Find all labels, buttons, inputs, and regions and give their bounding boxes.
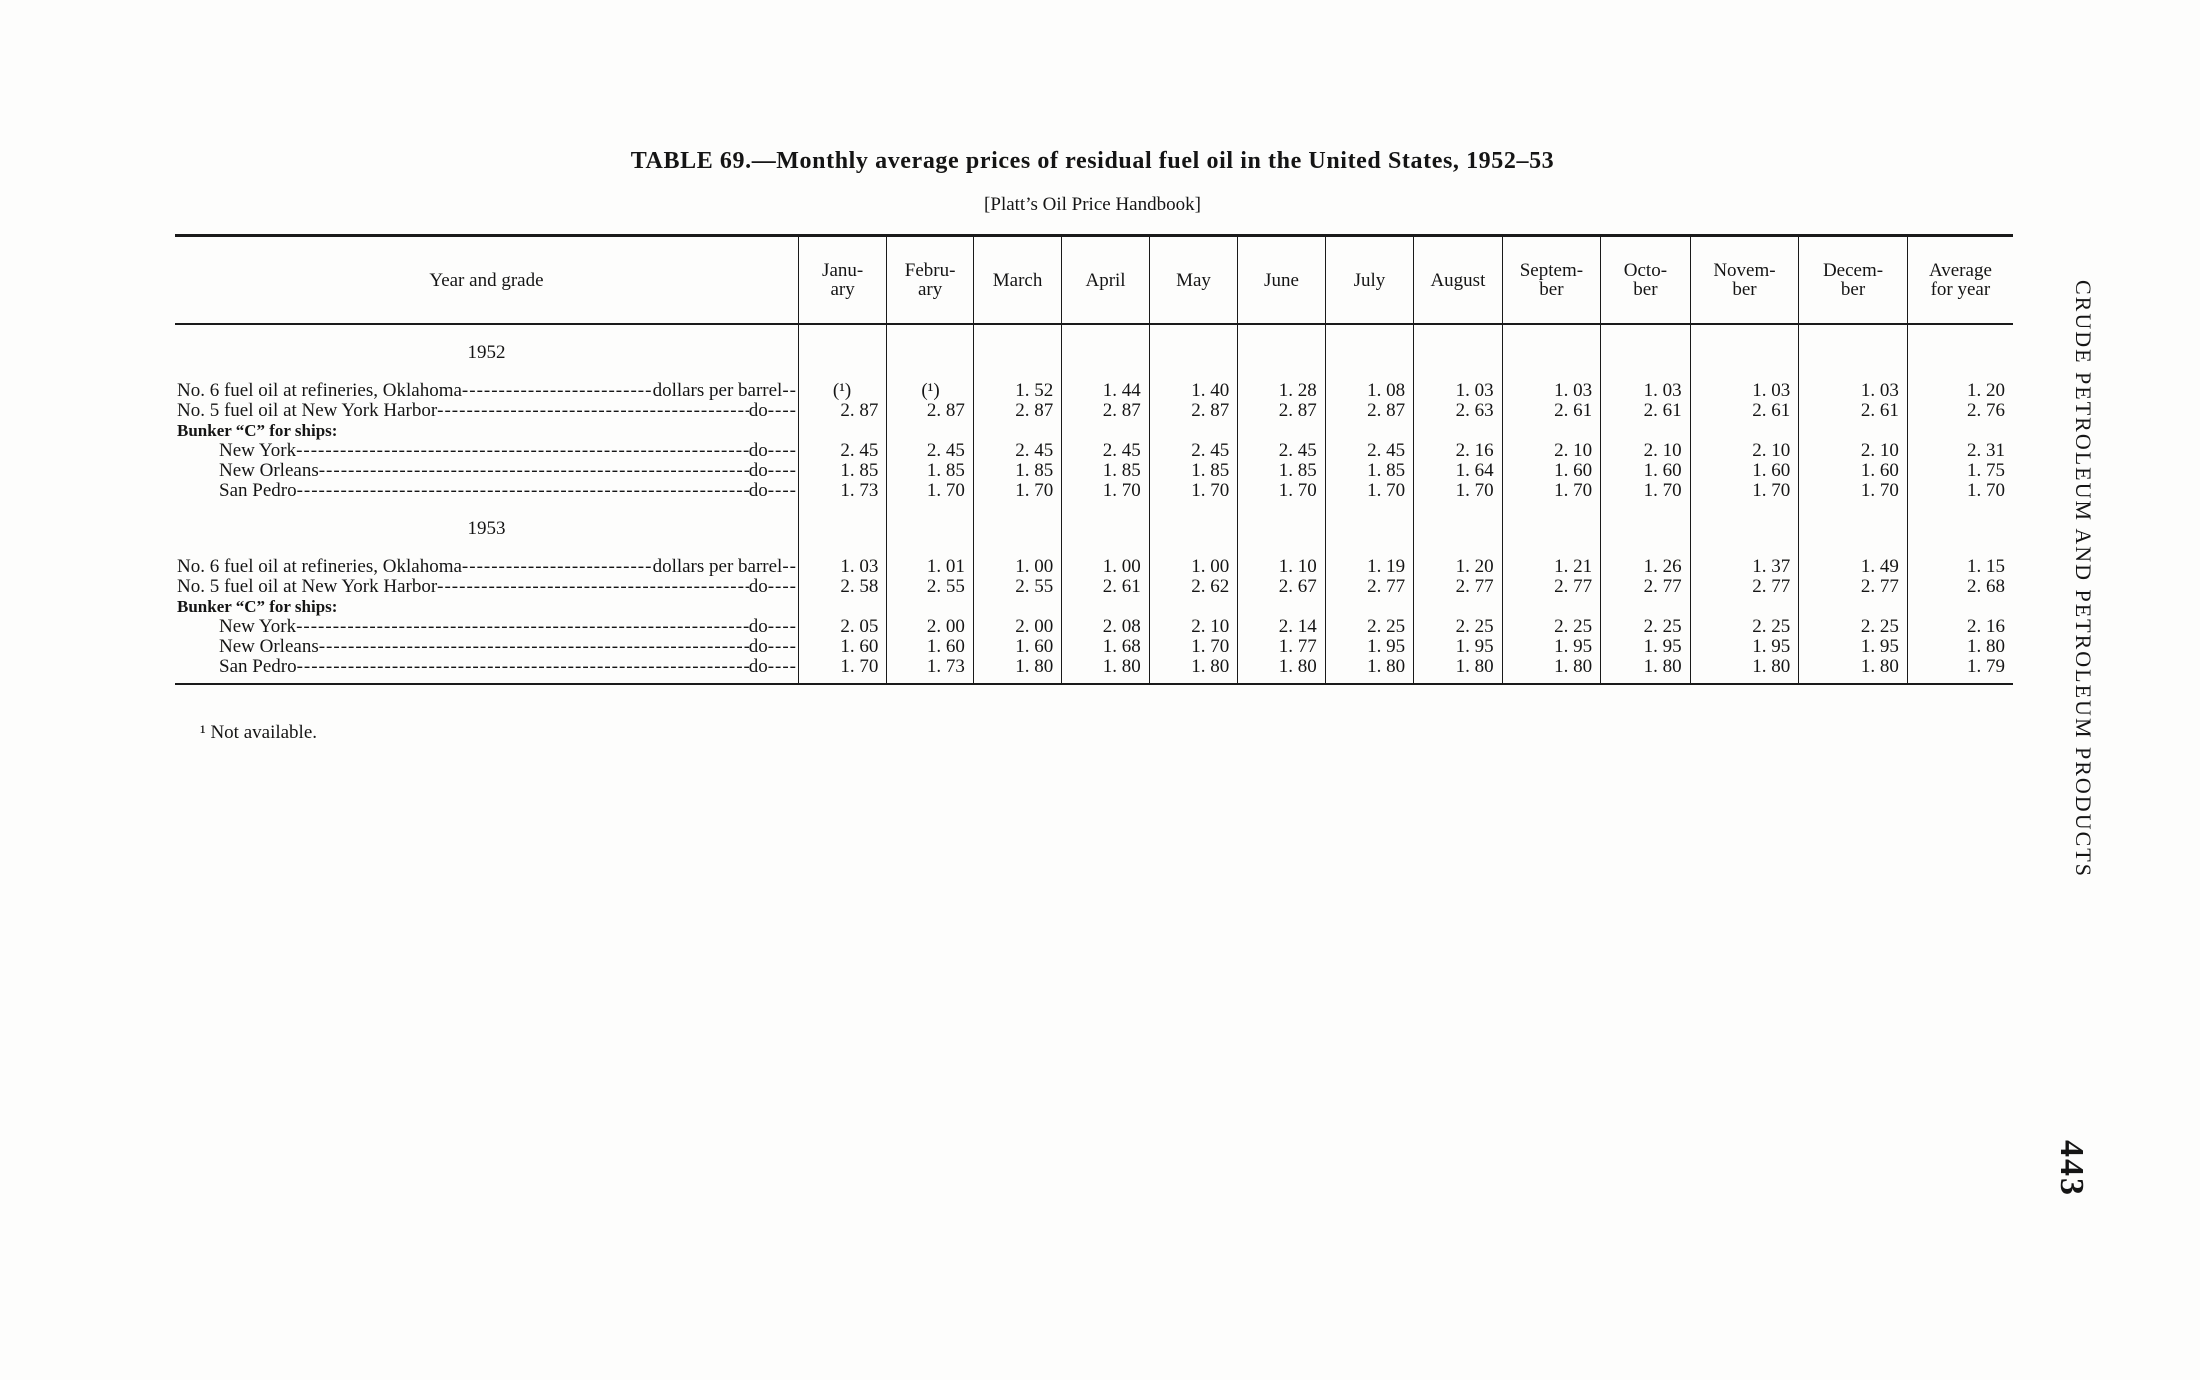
price-cell: [1062, 421, 1149, 441]
price-cell: 2. 25: [1690, 617, 1799, 637]
year-heading-row: [175, 501, 2013, 557]
dot-leader: [437, 401, 749, 421]
price-cell: 1. 79: [1907, 657, 2013, 684]
price-cell: 1. 73: [798, 481, 886, 501]
price-cell: 2. 67: [1238, 577, 1325, 597]
price-cell: 1. 77: [1238, 637, 1325, 657]
column-header: Janu- ary: [798, 236, 886, 325]
price-cell: 2. 77: [1601, 577, 1690, 597]
table-cell: [1690, 324, 1799, 381]
price-cell: [973, 421, 1061, 441]
table-cell: [1062, 501, 1149, 557]
price-cell: 1. 70: [1325, 481, 1413, 501]
price-cell: 1. 70: [798, 657, 886, 684]
price-cell: 1. 60: [1502, 461, 1601, 481]
unit-suffix: do: [748, 401, 768, 421]
price-cell: 2. 25: [1414, 617, 1502, 637]
table-cell: [1799, 501, 1908, 557]
price-cell: 2. 31: [1907, 441, 2013, 461]
price-cell: [1325, 597, 1413, 617]
table-cell: [887, 324, 973, 381]
row-label-cell: [175, 381, 798, 401]
table-cell: [1799, 324, 1908, 381]
price-cell: 1. 80: [1414, 657, 1502, 684]
unit-suffix-wrap: [749, 441, 797, 461]
price-cell: 1. 70: [1414, 481, 1502, 501]
unit-suffix: do: [748, 637, 768, 657]
price-cell: 2. 77: [1799, 577, 1908, 597]
price-cell: 1. 00: [973, 557, 1061, 577]
price-cell: 1. 40: [1149, 381, 1237, 401]
price-cell: 1. 70: [1799, 481, 1908, 501]
dot-leader: [296, 441, 749, 461]
page-number: 443: [2053, 1140, 2090, 1197]
table-title: TABLE 69.—Monthly average prices of residual fuel oil in the United States, 1952–53: [630, 148, 1555, 174]
table-cell: [973, 501, 1061, 557]
row-label-text: No. 5 fuel oil at New York Harbor: [177, 401, 438, 421]
price-cell: 2. 61: [1690, 401, 1799, 421]
price-cell: 2. 14: [1238, 617, 1325, 637]
table-cell: [1502, 324, 1601, 381]
table-source: [Platt’s Oil Price Handbook]: [984, 194, 1201, 215]
price-cell: 1. 85: [798, 461, 886, 481]
price-cell: 1. 75: [1907, 461, 2013, 481]
row-label: [177, 657, 797, 677]
row-label-cell: [175, 657, 798, 684]
column-header: Septem- ber: [1502, 236, 1601, 325]
column-header: May: [1149, 236, 1237, 325]
table-row: [175, 557, 2013, 577]
price-cell: 2. 87: [973, 401, 1061, 421]
table-cell: [1690, 501, 1799, 557]
row-label-cell: [175, 441, 798, 461]
price-cell: 1. 03: [1414, 381, 1502, 401]
price-cell: [1799, 421, 1908, 441]
column-header: Febru- ary: [887, 236, 973, 325]
unit-suffix: dollars per barrel: [652, 381, 783, 401]
table-row: [175, 441, 2013, 461]
unit-suffix: do: [748, 577, 768, 597]
row-label-text: New Orleans: [219, 461, 319, 481]
dot-leader: [296, 617, 749, 637]
price-table: [175, 234, 2013, 685]
price-cell: 1. 80: [1502, 657, 1601, 684]
row-label-text: No. 6 fuel oil at refineries, Oklahoma: [177, 557, 462, 577]
price-cell: [1690, 597, 1799, 617]
unit-suffix-wrap: [653, 557, 797, 577]
price-cell: 1. 95: [1799, 637, 1908, 657]
price-cell: [1062, 597, 1149, 617]
row-label-cell: [175, 597, 798, 617]
row-label: [177, 461, 797, 481]
header-year-and-grade: Year and grade: [175, 236, 798, 325]
price-cell: [1238, 597, 1325, 617]
price-cell: 2. 10: [1601, 441, 1690, 461]
price-cell: 2. 77: [1414, 577, 1502, 597]
row-label: [177, 381, 797, 401]
table-cell: [798, 324, 886, 381]
price-cell: 2. 05: [798, 617, 886, 637]
price-cell: 1. 28: [1238, 381, 1325, 401]
column-header: April: [1062, 236, 1149, 325]
dot-leader-tail: ----: [767, 577, 797, 597]
price-cell: 1. 60: [1799, 461, 1908, 481]
row-label-text: New York: [219, 617, 297, 637]
row-label-text: New Orleans: [219, 637, 319, 657]
price-cell: 1. 19: [1325, 557, 1413, 577]
table-cell: [798, 501, 886, 557]
row-label: [177, 481, 797, 501]
price-cell: 1. 70: [1502, 481, 1601, 501]
dot-leader-tail: --: [782, 557, 797, 577]
price-cell: 1. 80: [1799, 657, 1908, 684]
price-cell: 2. 55: [973, 577, 1061, 597]
price-cell: 1. 80: [1907, 637, 2013, 657]
price-cell: [798, 597, 886, 617]
row-label-text: New York: [219, 441, 297, 461]
price-cell: [1907, 597, 2013, 617]
unit-suffix: do: [748, 481, 768, 501]
price-cell: 2. 25: [1502, 617, 1601, 637]
table-cell: [1907, 501, 2013, 557]
year-heading: 1952: [467, 342, 506, 363]
dot-leader-tail: ----: [767, 401, 797, 421]
price-cell: 1. 60: [1601, 461, 1690, 481]
table-cell: [887, 501, 973, 557]
price-cell: [1238, 421, 1325, 441]
table-body: [175, 324, 2013, 684]
running-head: CRUDE PETROLEUM AND PETROLEUM PRODUCTS: [2071, 280, 2096, 878]
price-cell: 1. 80: [1325, 657, 1413, 684]
dot-leader: [319, 461, 749, 481]
row-label-cell: [175, 481, 798, 501]
price-cell: [887, 597, 973, 617]
price-cell: 2. 10: [1149, 617, 1237, 637]
price-cell: [1149, 597, 1237, 617]
price-cell: 1. 21: [1502, 557, 1601, 577]
table-cell: [1149, 501, 1237, 557]
table-row: [175, 637, 2013, 657]
table-row: [175, 401, 2013, 421]
row-label-cell: [175, 557, 798, 577]
price-cell: 1. 08: [1325, 381, 1413, 401]
table-cell: [1414, 324, 1502, 381]
column-header: Octo- ber: [1601, 236, 1690, 325]
price-cell: 2. 25: [1325, 617, 1413, 637]
price-cell: (¹): [887, 381, 973, 401]
row-label: [177, 441, 797, 461]
price-cell: 2. 00: [887, 617, 973, 637]
category-row: [175, 421, 2013, 441]
price-cell: 1. 03: [1799, 381, 1908, 401]
price-cell: 1. 70: [1601, 481, 1690, 501]
price-cell: 2. 68: [1907, 577, 2013, 597]
price-cell: 2. 77: [1325, 577, 1413, 597]
column-header: Average for year: [1907, 236, 2013, 325]
unit-suffix: do: [748, 461, 768, 481]
row-label: [177, 401, 797, 421]
dot-leader-tail: ----: [767, 461, 797, 481]
table-cell: [973, 324, 1061, 381]
column-header: Novem- ber: [1690, 236, 1799, 325]
price-cell: 2. 10: [1502, 441, 1601, 461]
price-cell: 2. 08: [1062, 617, 1149, 637]
dot-leader: [319, 637, 749, 657]
price-cell: 2. 61: [1799, 401, 1908, 421]
price-cell: [1601, 597, 1690, 617]
dot-leader: [297, 481, 749, 501]
row-label-text: San Pedro: [219, 481, 297, 501]
price-cell: 2. 62: [1149, 577, 1237, 597]
price-cell: 1. 03: [1601, 381, 1690, 401]
table-cell: [1238, 324, 1325, 381]
row-label-cell: [175, 577, 798, 597]
table-cell: [1502, 501, 1601, 557]
column-header: March: [973, 236, 1061, 325]
price-cell: 1. 85: [1238, 461, 1325, 481]
price-cell: [1907, 421, 2013, 441]
price-cell: [1799, 597, 1908, 617]
table-row: [175, 617, 2013, 637]
dot-leader-tail: ----: [767, 481, 797, 501]
unit-suffix: dollars per barrel: [652, 557, 783, 577]
price-cell: 1. 85: [1062, 461, 1149, 481]
table-cell: [1062, 324, 1149, 381]
price-cell: [798, 421, 886, 441]
table-cell: [1149, 324, 1237, 381]
dot-leader: [297, 657, 749, 677]
price-cell: 1. 64: [1414, 461, 1502, 481]
price-cell: 1. 95: [1325, 637, 1413, 657]
price-cell: 1. 00: [1149, 557, 1237, 577]
unit-suffix: do: [748, 657, 768, 677]
price-cell: 1. 95: [1502, 637, 1601, 657]
row-label: [177, 557, 797, 577]
row-label-text: No. 5 fuel oil at New York Harbor: [177, 577, 438, 597]
column-header: June: [1238, 236, 1325, 325]
table-cell: [1325, 324, 1413, 381]
category-label: Bunker “C” for ships:: [177, 421, 338, 440]
price-cell: [887, 421, 973, 441]
table-cell: [1907, 324, 2013, 381]
price-cell: 1. 26: [1601, 557, 1690, 577]
price-cell: 2. 63: [1414, 401, 1502, 421]
table-row: [175, 461, 2013, 481]
price-cell: 2. 45: [887, 441, 973, 461]
row-label: [177, 617, 797, 637]
price-cell: 2. 16: [1414, 441, 1502, 461]
price-cell: 2. 10: [1690, 441, 1799, 461]
dot-leader-tail: ----: [767, 637, 797, 657]
price-cell: 2. 61: [1062, 577, 1149, 597]
price-cell: 1. 95: [1601, 637, 1690, 657]
price-cell: 2. 45: [798, 441, 886, 461]
row-label: [177, 577, 797, 597]
price-cell: 1. 60: [973, 637, 1061, 657]
price-cell: 1. 80: [1690, 657, 1799, 684]
table-row: [175, 381, 2013, 401]
price-cell: 1. 20: [1907, 381, 2013, 401]
price-cell: 2. 77: [1690, 577, 1799, 597]
price-cell: 2. 55: [887, 577, 973, 597]
price-cell: 1. 52: [973, 381, 1061, 401]
price-cell: 2. 45: [1062, 441, 1149, 461]
price-cell: 1. 60: [798, 637, 886, 657]
unit-suffix: do: [748, 617, 768, 637]
unit-suffix: do: [748, 441, 768, 461]
price-cell: 2. 45: [1238, 441, 1325, 461]
price-cell: 1. 03: [1502, 381, 1601, 401]
price-cell: 2. 77: [1502, 577, 1601, 597]
price-cell: 1. 10: [1238, 557, 1325, 577]
price-cell: 1. 70: [1149, 481, 1237, 501]
price-cell: 1. 95: [1690, 637, 1799, 657]
year-heading: 1953: [467, 518, 506, 539]
year-heading-row: [175, 324, 2013, 381]
price-cell: [1325, 421, 1413, 441]
price-cell: 1. 80: [1149, 657, 1237, 684]
price-cell: 1. 85: [973, 461, 1061, 481]
dot-leader: [462, 557, 653, 577]
row-label-cell: [175, 637, 798, 657]
price-cell: [1502, 597, 1601, 617]
price-cell: 2. 16: [1907, 617, 2013, 637]
unit-suffix-wrap: [749, 657, 797, 677]
table-cell: [1601, 501, 1690, 557]
row-label-cell: [175, 461, 798, 481]
price-cell: 2. 61: [1502, 401, 1601, 421]
row-label-text: San Pedro: [219, 657, 297, 677]
price-cell: [1149, 421, 1237, 441]
price-cell: 1. 80: [1601, 657, 1690, 684]
price-cell: 1. 03: [798, 557, 886, 577]
price-cell: 1. 70: [1062, 481, 1149, 501]
price-cell: 2. 61: [1601, 401, 1690, 421]
price-cell: 1. 70: [887, 481, 973, 501]
price-cell: 1. 85: [887, 461, 973, 481]
price-cell: 1. 44: [1062, 381, 1149, 401]
unit-suffix-wrap: [749, 481, 797, 501]
price-cell: 2. 58: [798, 577, 886, 597]
price-cell: 1. 70: [1238, 481, 1325, 501]
footnote: ¹ Not available.: [200, 722, 318, 743]
price-cell: 1. 70: [1149, 637, 1237, 657]
table-cell: [1414, 501, 1502, 557]
dot-leader-tail: ----: [767, 657, 797, 677]
price-cell: 2. 76: [1907, 401, 2013, 421]
row-label-cell: [175, 617, 798, 637]
price-cell: 2. 87: [1062, 401, 1149, 421]
price-cell: 1. 03: [1690, 381, 1799, 401]
price-cell: 1. 37: [1690, 557, 1799, 577]
table-cell: [1601, 324, 1690, 381]
price-cell: [1414, 421, 1502, 441]
table-row: [175, 657, 2013, 684]
table-header-row: [175, 236, 2013, 325]
column-header: August: [1414, 236, 1502, 325]
price-cell: 2. 45: [1149, 441, 1237, 461]
unit-suffix-wrap: [749, 401, 797, 421]
price-cell: 2. 00: [973, 617, 1061, 637]
price-cell: 1. 70: [973, 481, 1061, 501]
unit-suffix-wrap: [653, 381, 797, 401]
price-cell: 1. 49: [1799, 557, 1908, 577]
price-cell: 1. 20: [1414, 557, 1502, 577]
price-cell: 1. 70: [1907, 481, 2013, 501]
price-cell: [1414, 597, 1502, 617]
price-cell: 2. 87: [798, 401, 886, 421]
dot-leader-tail: ----: [767, 441, 797, 461]
table-row: [175, 481, 2013, 501]
price-cell: 2. 87: [1149, 401, 1237, 421]
price-cell: 1. 01: [887, 557, 973, 577]
row-label-cell: [175, 401, 798, 421]
price-cell: (¹): [798, 381, 886, 401]
row-label-cell: [175, 421, 798, 441]
table-cell: [1325, 501, 1413, 557]
price-cell: 2. 25: [1799, 617, 1908, 637]
dot-leader: [437, 577, 749, 597]
price-cell: 1. 60: [887, 637, 973, 657]
price-cell: 2. 45: [973, 441, 1061, 461]
column-header: Decem- ber: [1799, 236, 1908, 325]
row-label: [177, 637, 797, 657]
dot-leader: [462, 381, 653, 401]
column-header: July: [1325, 236, 1413, 325]
dot-leader-tail: ----: [767, 617, 797, 637]
price-cell: 1. 00: [1062, 557, 1149, 577]
unit-suffix-wrap: [749, 617, 797, 637]
price-cell: 2. 87: [887, 401, 973, 421]
price-cell: [973, 597, 1061, 617]
unit-suffix-wrap: [749, 637, 797, 657]
table-cell: [1238, 501, 1325, 557]
unit-suffix-wrap: [749, 461, 797, 481]
price-cell: 1. 85: [1325, 461, 1413, 481]
category-row: [175, 597, 2013, 617]
category-label: Bunker “C” for ships:: [177, 597, 338, 616]
price-cell: 1. 80: [973, 657, 1061, 684]
unit-suffix-wrap: [749, 577, 797, 597]
price-cell: [1601, 421, 1690, 441]
price-cell: 1. 15: [1907, 557, 2013, 577]
table-row: [175, 577, 2013, 597]
price-cell: 1. 73: [887, 657, 973, 684]
price-cell: 1. 80: [1238, 657, 1325, 684]
price-cell: 2. 45: [1325, 441, 1413, 461]
price-cell: 1. 60: [1690, 461, 1799, 481]
dot-leader-tail: --: [782, 381, 797, 401]
price-cell: 2. 87: [1238, 401, 1325, 421]
price-cell: 2. 25: [1601, 617, 1690, 637]
price-cell: [1690, 421, 1799, 441]
price-cell: 2. 87: [1325, 401, 1413, 421]
price-cell: 1. 80: [1062, 657, 1149, 684]
price-cell: 1. 85: [1149, 461, 1237, 481]
price-cell: 1. 68: [1062, 637, 1149, 657]
row-label-text: No. 6 fuel oil at refineries, Oklahoma: [177, 381, 462, 401]
price-cell: 1. 70: [1690, 481, 1799, 501]
price-cell: 2. 10: [1799, 441, 1908, 461]
price-cell: 1. 95: [1414, 637, 1502, 657]
price-cell: [1502, 421, 1601, 441]
